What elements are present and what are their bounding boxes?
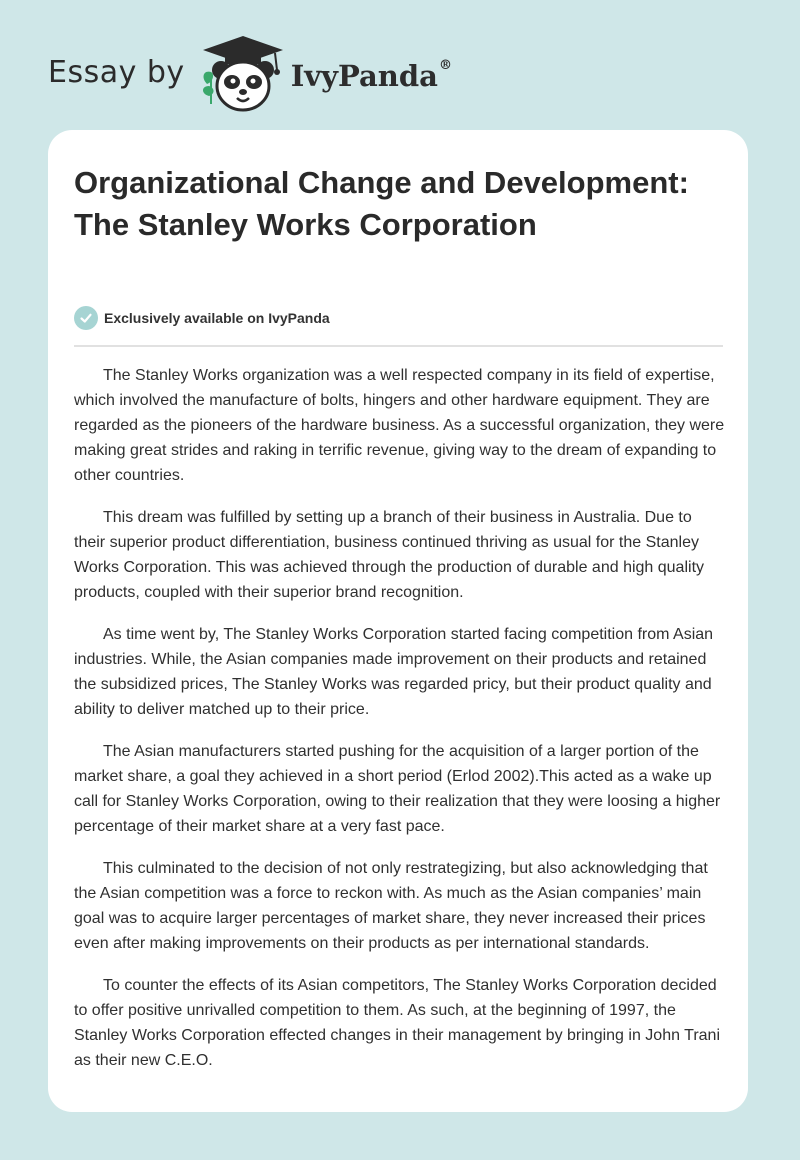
panda-graduate-icon[interactable]: [197, 34, 289, 114]
paragraph: To counter the effects of its Asian competitors, The Stanley Works Corporation decided to offer positive unrivalled competition to them. As such, at the beginning of 1997, the Stanley Works Corporation effected changes in their management by bringing in John Trani as their new C.E.O.: [74, 977, 720, 1069]
registered-mark: ®: [438, 58, 452, 74]
divider: [74, 345, 723, 347]
paragraph: This dream was fulfilled by setting up a branch of their business in Australia. Due to their superior product differentiation, business continued thriving as usual for the Stanley Works Corporation. This was achieved through the production of durable and high quality products, coupled with their superior brand recognition.: [74, 509, 705, 601]
exclusive-badge-label: Exclusively available on IvyPanda: [104, 310, 330, 326]
site-header: [48, 34, 452, 114]
paragraph: As time went by, The Stanley Works Corporation started facing competition from Asian industries. While, the Asian companies made improvement on their products and retained the subsidized prices, The Stanley Works was regarded pricy, but their product quality and ability to deliver matched up to their price.: [74, 626, 714, 718]
paragraph: The Asian manufacturers started pushing for the acquisition of a larger portion of the market share, a goal they achieved in a short period (Erlod 2002).This acted as a wake up call for Stanley Works Corporation, owing to their realization that they were loosing a higher percentage of their market share at a very fast pace.: [74, 743, 721, 835]
essay-card: [48, 130, 748, 1112]
paragraph: The Stanley Works organization was a well respected company in its field of expertise, which involved the manufacture of bolts, hingers and other hardware equipment. They are regarded as the pioneers of the hardware business. As a successful organization, they were making great strides and raking in terrific revenue, giving way to the dream of expanding to other countries.: [74, 367, 725, 484]
page-title: Organizational Change and Development: The Stanley Works Corporation: [74, 165, 689, 242]
essay-body: [74, 363, 726, 1090]
essay-by-label: Essay by: [48, 54, 185, 90]
brand-name-text: IvyPanda: [290, 59, 438, 93]
brand-name[interactable]: [291, 59, 452, 93]
exclusive-badge: [74, 306, 330, 330]
check-circle-icon: [74, 306, 98, 330]
paragraph: This culminated to the decision of not only restrategizing, but also acknowledging that the Asian competition was a force to reckon with. As much as the Asian companies’ main goal was to acquire larger percentages of market share, they never increased their prices even after making improvements on their products as per international standards.: [74, 860, 708, 952]
